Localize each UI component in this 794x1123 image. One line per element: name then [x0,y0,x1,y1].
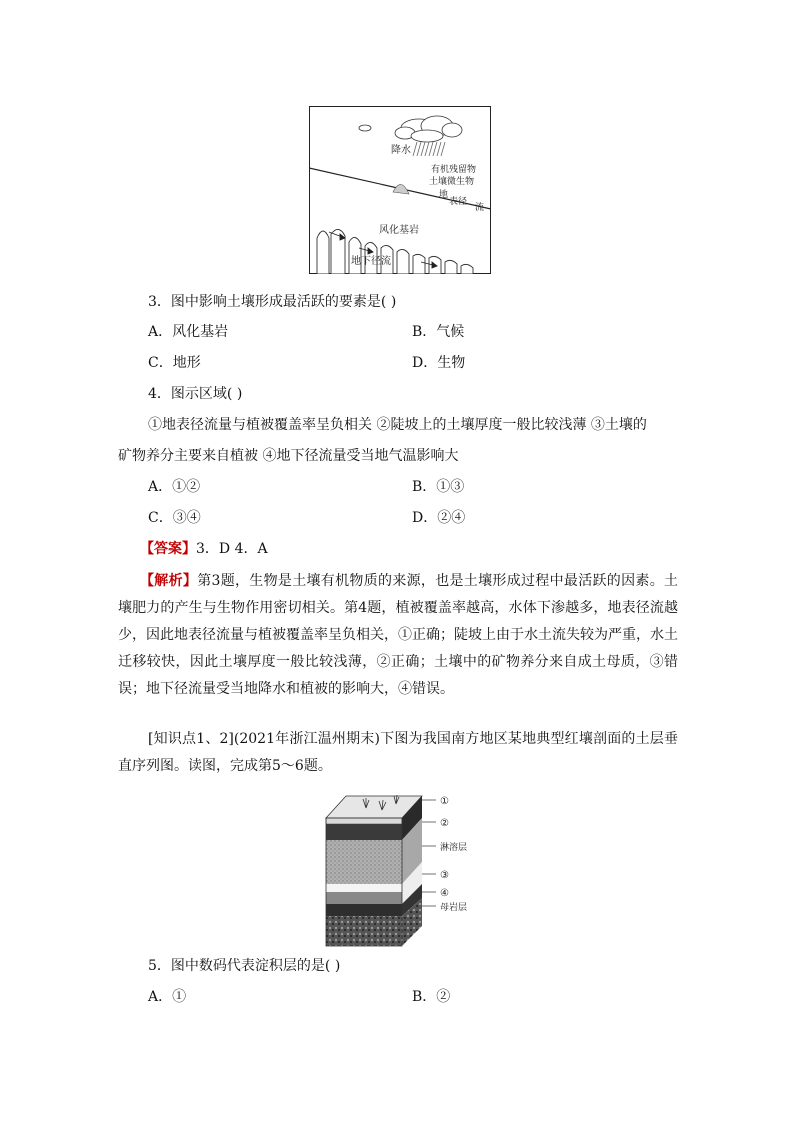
precipitation-label: 降水 [391,145,411,156]
soil-profile-diagram [322,788,482,948]
label-parent-rock: 母岩层 [440,903,468,913]
analysis-tag: 【解析】 [140,573,198,589]
label-2: ② [440,818,449,829]
surface-runoff-label-2: 表径 [449,197,468,207]
question-3-stem: 3．图中影响土壤形成最活跃的要素是( ) [148,294,397,310]
question-4-statements-line2: 矿物养分主要来自植被 ④地下径流量受当地气温影响大 [118,448,459,464]
label-3: ③ [440,870,449,881]
layer-1 [326,818,402,824]
q4-option-b: B．①③ [412,479,465,495]
q3-option-c: C．地形 [148,355,201,371]
leader-lines [422,800,436,906]
q3-option-b: B．气候 [412,324,465,340]
analysis-text: 第3题，生物是土壤有机物质的来源，也是土壤形成过程中最活跃的因素。土壤肥力的产生与生物作用密切相关。第4题，植被覆盖率越高，水体下渗越多，地表径流越少，因此地表径流量与植被覆盖率呈负相关，①正确；陡坡上由于水土流失较为严重，水土迁移较快，因此土壤厚度一般比较浅薄，②正确；土壤中的矿物养分来自成土母质，③错误；地下径流量受当地降水和植被的影响大，④错误。 [118,573,679,697]
label-4: ④ [440,888,449,899]
underground-runoff-label: 地下径流 [351,256,391,267]
question-4-statements-line1: ①地表径流量与植被覆盖率呈负相关 ②陡坡上的土壤厚度一般比较浅薄 ③土壤的 [148,417,647,433]
label-leaching: 淋溶层 [440,843,468,853]
q5-option-b: B．② [412,989,451,1005]
organic-residue-label: 有机残留物 [431,165,477,175]
parent-rock-layer [326,916,402,946]
analysis-block [118,568,678,703]
question-5-stem: 5．图中数码代表淀积层的是( ) [148,958,341,974]
layer-4 [326,892,402,904]
question-4-stem: 4．图示区域( ) [148,386,243,402]
layer-3 [326,884,402,892]
q4-option-d: D．②④ [412,510,466,526]
label-1: ① [440,796,449,807]
weathered-bedrock-label: 风化基岩 [379,225,419,236]
answer-tag: 【答案】 [140,541,196,557]
layer-4b [326,904,402,916]
q5-option-a: A．① [148,989,187,1005]
soil-formation-diagram [309,106,491,274]
answer-block [140,539,268,559]
q4-option-c: C．③④ [148,510,201,526]
surface-runoff-label-3: 流 [475,203,485,213]
layer-2 [326,824,402,840]
q3-option-a: A．风化基岩 [148,324,229,340]
answer-text: 3．D 4．A [196,541,268,557]
leaching-layer [326,840,402,884]
surface-runoff-label-1: 地 [439,190,449,200]
soil-microbe-label: 土壤微生物 [429,177,475,187]
q4-option-a: A．①② [148,479,201,495]
section-intro: [知识点1、2](2021年浙江温州期末)下图为我国南方地区某地典型红壤剖面的土层垂直序列图。读图，完成第5～6题。 [118,731,678,774]
q3-option-d: D．生物 [412,355,466,371]
